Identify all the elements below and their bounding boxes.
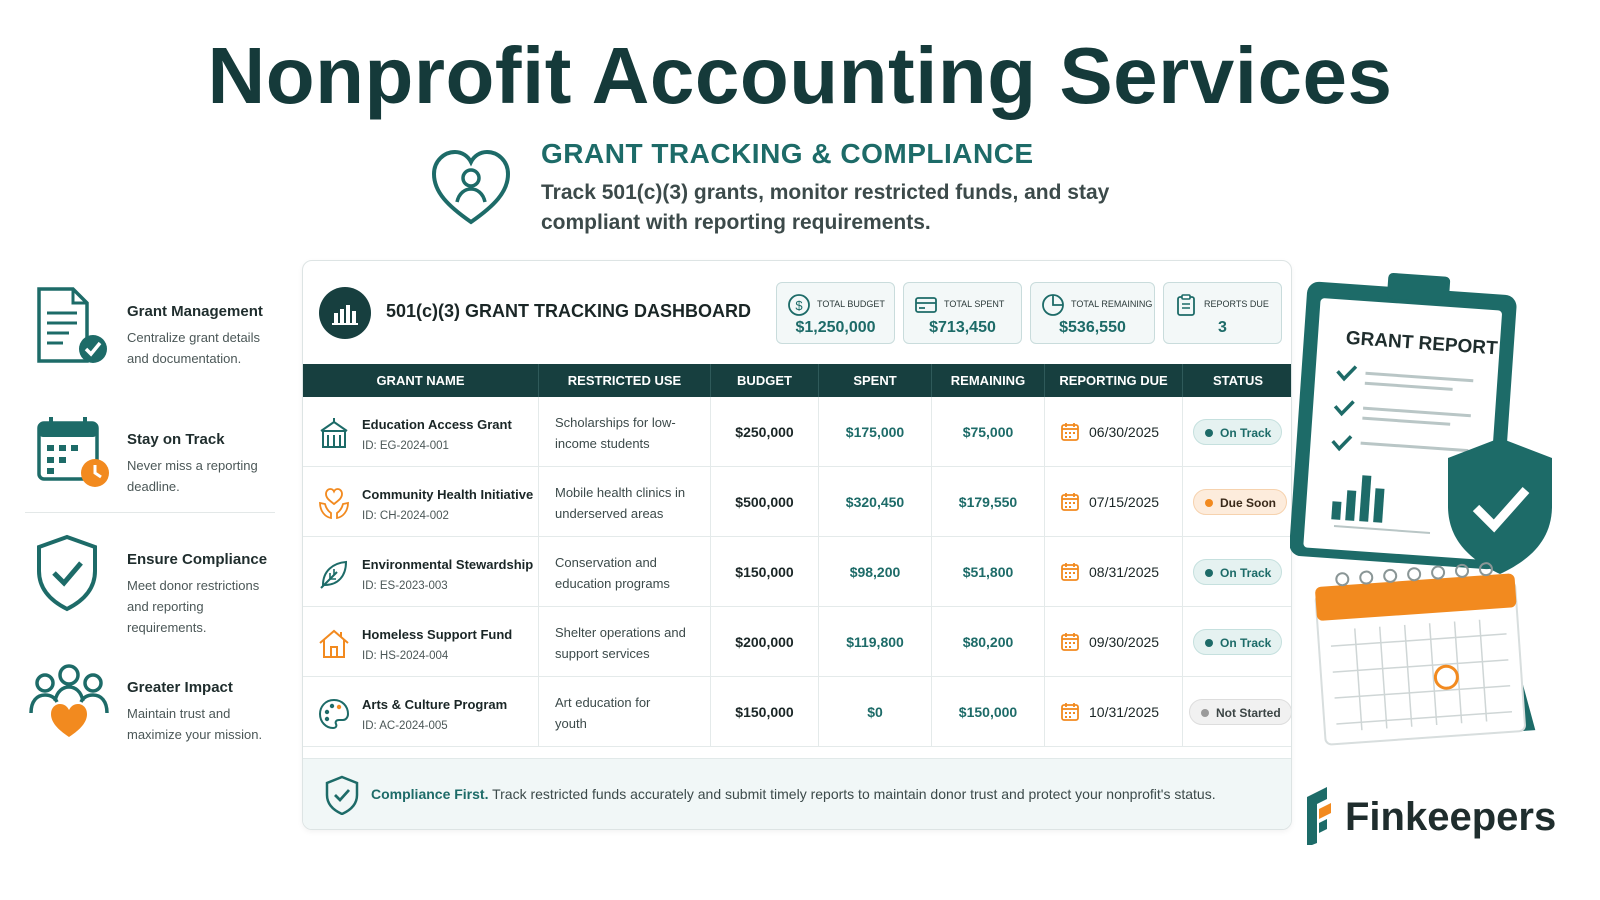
restricted-use-cell [539, 467, 711, 537]
status-dot [1205, 639, 1213, 647]
column-header[interactable]: BUDGET [711, 364, 819, 397]
status-dot [1205, 569, 1213, 577]
stat-value: 3 [1218, 319, 1227, 336]
grant-dashboard [302, 260, 1292, 830]
calendar-icon [1060, 562, 1080, 582]
spent-cell: $320,450 [819, 467, 932, 537]
table-row[interactable] [303, 397, 1292, 467]
column-header[interactable]: SPENT [819, 364, 932, 397]
budget-cell: $250,000 [711, 397, 819, 467]
stat-label: TOTAL REMAINING [1071, 299, 1153, 309]
calendar-icon [1060, 632, 1080, 652]
status-cell [1183, 537, 1292, 607]
status-badge [1193, 629, 1282, 655]
reporting-due-date: 10/31/2025 [1089, 704, 1160, 720]
budget-cell: $150,000 [711, 537, 819, 607]
calendar-clock-icon [33, 413, 113, 493]
bar-chart-icon [319, 287, 371, 339]
calendar-icon [1060, 422, 1080, 442]
spent-cell: $175,000 [819, 397, 932, 467]
stat-total-budget [776, 282, 895, 344]
feature-description: Meet donor restrictions and reporting requirements. [127, 578, 260, 635]
status-badge [1193, 489, 1287, 515]
column-header[interactable]: REPORTING DUE [1045, 364, 1183, 397]
restricted-use: Art education for youth [555, 695, 651, 731]
restricted-use: Scholarships for low-income students [555, 415, 676, 451]
restricted-use-cell [539, 677, 711, 747]
status-label: On Track [1220, 566, 1272, 580]
hero-description: Track 501(c)(3) grants, monitor restricted funds, and stay compliant with reporting requirements. [541, 181, 1110, 234]
grant-name[interactable]: Environmental Stewardship [362, 557, 534, 572]
status-cell [1183, 607, 1292, 677]
table-header [303, 364, 1292, 397]
reporting-due-cell [1045, 607, 1183, 677]
reporting-due-cell [1045, 397, 1183, 467]
status-badge [1193, 559, 1282, 585]
hero-heading: GRANT TRACKING & COMPLIANCE [541, 138, 1034, 169]
document-check-icon [33, 285, 113, 365]
column-header[interactable]: GRANT NAME [303, 364, 539, 397]
feature-title: Ensure Compliance [127, 551, 268, 568]
status-dot [1201, 709, 1209, 717]
svg-text:$: $ [795, 298, 803, 313]
grant-name-cell [303, 677, 539, 747]
status-cell [1183, 677, 1292, 747]
stat-value: $536,550 [1059, 319, 1126, 336]
reporting-due-date: 09/30/2025 [1089, 634, 1160, 650]
grant-id: ID: HS-2024-004 [362, 650, 449, 662]
compliance-banner [303, 758, 1292, 830]
remaining-cell: $179,550 [932, 467, 1045, 537]
grant-report-illustration [1290, 268, 1590, 758]
restricted-use-cell [539, 607, 711, 677]
status-cell [1183, 397, 1292, 467]
leaf-icon [317, 557, 351, 591]
calendar-icon [1314, 561, 1535, 745]
card-icon [914, 293, 938, 317]
table-row[interactable] [303, 677, 1292, 747]
stat-label: TOTAL BUDGET [817, 299, 885, 309]
house-icon [317, 627, 351, 661]
people-heart-icon [25, 661, 113, 741]
column-header[interactable]: REMAINING [932, 364, 1045, 397]
spent-cell: $119,800 [819, 607, 932, 677]
reporting-due-date: 08/31/2025 [1089, 564, 1160, 580]
heart-person-icon [428, 144, 514, 230]
heart-hands-icon [317, 487, 351, 521]
restricted-use: Conservation and education programs [555, 555, 670, 591]
grant-name-cell [303, 467, 539, 537]
table-row[interactable] [303, 607, 1292, 677]
status-badge [1189, 699, 1292, 725]
remaining-cell: $80,200 [932, 607, 1045, 677]
feature-description: Never miss a reporting deadline. [127, 458, 258, 494]
stat-value: $713,450 [929, 319, 996, 336]
budget-cell: $150,000 [711, 677, 819, 747]
grant-name[interactable]: Education Access Grant [362, 417, 512, 432]
status-dot [1205, 499, 1213, 507]
status-cell [1183, 467, 1292, 537]
feature-description: Centralize grant details and documentation. [127, 330, 260, 366]
compliance-text: Track restricted funds accurately and submit timely reports to maintain donor trust and protect your nonprofit's status. [492, 786, 1216, 802]
reporting-due-date: 06/30/2025 [1089, 424, 1160, 440]
shield-check-icon [323, 775, 361, 815]
remaining-cell: $150,000 [932, 677, 1045, 747]
reporting-due-cell [1045, 467, 1183, 537]
stat-value: $1,250,000 [795, 319, 876, 336]
pie-icon [1041, 293, 1065, 317]
grant-name[interactable]: Homeless Support Fund [362, 627, 513, 642]
status-label: On Track [1220, 636, 1272, 650]
remaining-cell: $75,000 [932, 397, 1045, 467]
stat-label: TOTAL SPENT [944, 299, 1005, 309]
grant-id: ID: EG-2024-001 [362, 440, 449, 452]
dollar-icon [787, 293, 811, 317]
calendar-icon [1060, 702, 1080, 722]
reporting-due-date: 07/15/2025 [1089, 494, 1160, 510]
brand-name: Finkeepers [1345, 795, 1557, 839]
restricted-use-cell [539, 397, 711, 467]
feature-title: Stay on Track [127, 431, 225, 448]
calendar-icon [1060, 492, 1080, 512]
restricted-use-cell [539, 537, 711, 607]
budget-cell: $500,000 [711, 467, 819, 537]
page-title: Nonprofit Accounting Services [207, 31, 1393, 120]
status-label: On Track [1220, 426, 1272, 440]
status-dot [1205, 429, 1213, 437]
stat-label: REPORTS DUE [1204, 299, 1269, 309]
stat-total-remaining [1030, 282, 1155, 344]
dashboard-title: 501(c)(3) GRANT TRACKING DASHBOARD [386, 301, 752, 321]
school-icon [317, 417, 351, 451]
status-label: Due Soon [1220, 496, 1276, 510]
budget-cell: $200,000 [711, 607, 819, 677]
grant-name-cell [303, 607, 539, 677]
grant-id: ID: CH-2024-002 [362, 510, 449, 522]
compliance-lead: Compliance First. [371, 786, 489, 802]
column-header[interactable]: RESTRICTED USE [539, 364, 711, 397]
grant-name[interactable]: Community Health Initiative [362, 487, 534, 502]
reporting-due-cell [1045, 537, 1183, 607]
compliance-message [371, 786, 1216, 802]
divider [25, 512, 275, 513]
grant-name[interactable]: Arts & Culture Program [362, 697, 508, 712]
column-header[interactable]: STATUS [1212, 373, 1264, 388]
table-row[interactable] [303, 537, 1292, 607]
feature-description: Maintain trust and maximize your mission. [127, 706, 263, 742]
feature-title: Grant Management [127, 303, 263, 320]
status-label: Not Started [1216, 706, 1281, 720]
grant-name-cell [303, 537, 539, 607]
report-title: GRANT REPORT [1345, 327, 1499, 360]
restricted-use: Shelter operations and support services [555, 625, 686, 661]
status-badge [1193, 419, 1282, 445]
table-row[interactable] [303, 467, 1292, 537]
finkeepers-logo-icon [1305, 785, 1333, 845]
grant-name-cell [303, 397, 539, 467]
grant-id: ID: ES-2023-003 [362, 580, 448, 592]
stat-total-spent [903, 282, 1022, 344]
spent-cell: $98,200 [819, 537, 932, 607]
reporting-due-cell [1045, 677, 1183, 747]
grant-id: ID: AC-2024-005 [362, 720, 448, 732]
feature-title: Greater Impact [127, 679, 233, 696]
shield-check-icon [33, 533, 113, 613]
palette-icon [317, 697, 351, 731]
clipboard-icon [1174, 293, 1198, 317]
remaining-cell: $51,800 [932, 537, 1045, 607]
stat-reports-due [1163, 282, 1282, 344]
spent-cell: $0 [819, 677, 932, 747]
restricted-use: Mobile health clinics in underserved areas [555, 485, 686, 521]
